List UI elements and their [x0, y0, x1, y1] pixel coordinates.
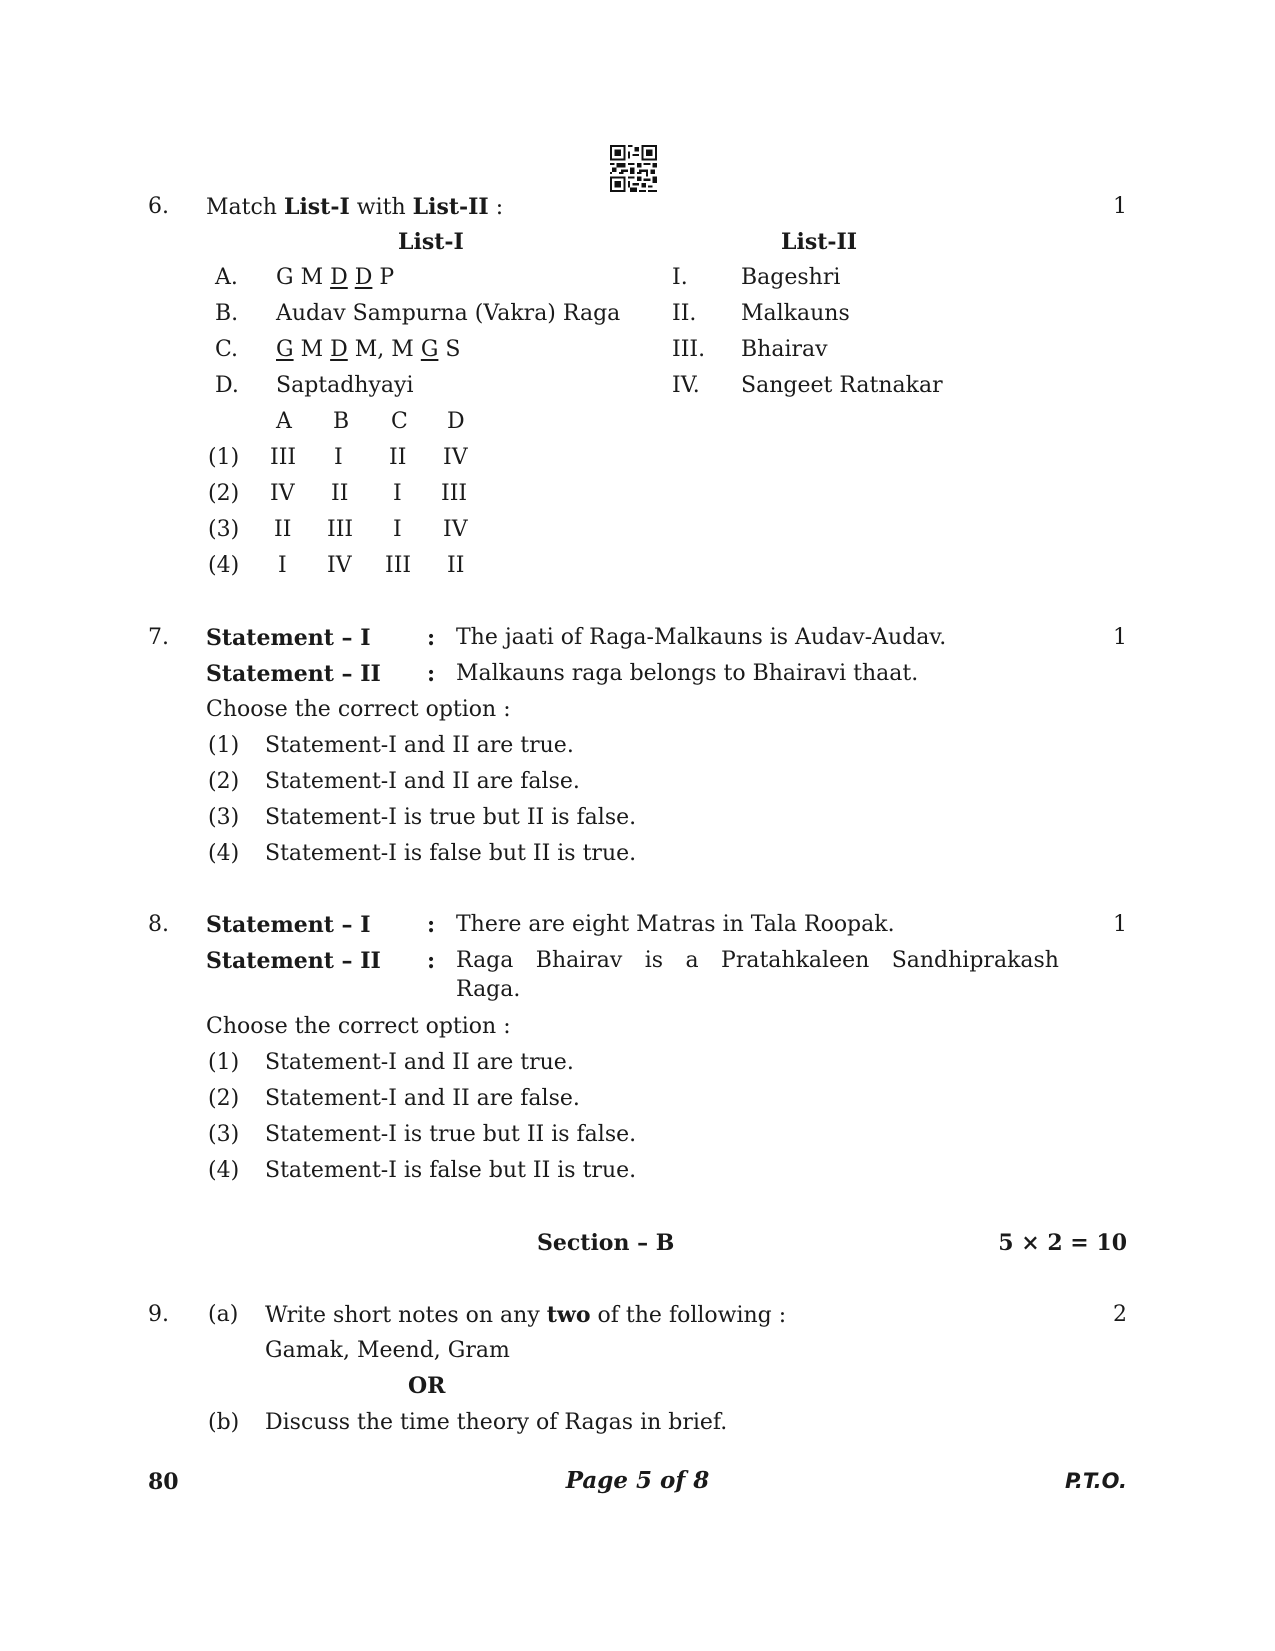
option-text: Statement-I is true but II is false. — [265, 805, 637, 830]
option-value: I — [393, 517, 402, 542]
option-value: III — [327, 517, 354, 542]
sub-question-b-text: Discuss the time theory of Ragas in brief. — [265, 1410, 728, 1435]
option-text: Statement-I is false but II is true. — [265, 841, 637, 866]
statement-1-label: Statement – I — [206, 912, 371, 938]
option-value: I — [278, 553, 287, 578]
statement-2-label: Statement – II — [206, 661, 381, 687]
sub-question-label: (b) — [208, 1410, 240, 1435]
option-col-header: D — [447, 409, 465, 434]
choose-prompt: Choose the correct option : — [206, 1014, 511, 1039]
option-text: Statement-I is true but II is false. — [265, 1122, 637, 1147]
list2-header: List-II — [781, 229, 858, 255]
option-value: IV — [327, 553, 352, 578]
list2-item: Bageshri — [741, 265, 841, 290]
statement-2-text: Raga Bhairav is a Pratahkaleen Sandhiprakash — [456, 948, 1059, 973]
list1-header: List-I — [398, 229, 464, 255]
option-label: (4) — [208, 841, 240, 866]
option-col-header: C — [391, 409, 408, 434]
option-label: (1) — [208, 445, 240, 470]
list1-letter: A. — [215, 265, 238, 290]
option-value: IV — [443, 517, 468, 542]
option-value: II — [274, 517, 292, 542]
paper-code: 80 — [148, 1469, 179, 1495]
question-number: 7. — [148, 625, 169, 650]
statement-1-label: Statement – I — [206, 625, 371, 651]
option-value: II — [331, 481, 349, 506]
list1-letter: B. — [215, 301, 239, 326]
option-label: (2) — [208, 769, 240, 794]
page-number: Page 5 of 8 — [565, 1467, 710, 1494]
section-title: Section – B — [537, 1230, 675, 1256]
list2-item: Bhairav — [741, 337, 828, 362]
list1-item-d: Saptadhyayi — [276, 373, 414, 398]
option-value: III — [441, 481, 468, 506]
statement-2-continuation: Raga. — [456, 977, 521, 1002]
list2-roman: IV. — [672, 373, 700, 398]
option-text: Statement-I and II are true. — [265, 733, 574, 758]
or-divider: OR — [408, 1373, 446, 1399]
option-label: (3) — [208, 517, 240, 542]
option-text: Statement-I and II are false. — [265, 769, 580, 794]
colon: : — [427, 661, 436, 687]
choose-prompt: Choose the correct option : — [206, 697, 511, 722]
option-col-header: B — [333, 409, 350, 434]
option-value: II — [447, 553, 465, 578]
option-value: II — [389, 445, 407, 470]
list1-letter: D. — [215, 373, 239, 398]
statement-1-text: The jaati of Raga-Malkauns is Audav-Audav. — [456, 625, 947, 650]
sub-question-label: (a) — [208, 1302, 239, 1327]
colon: : — [427, 912, 436, 938]
pto-label: P.T.O. — [1064, 1469, 1127, 1493]
question-marks: 1 — [1113, 912, 1127, 937]
option-text: Statement-I is false but II is true. — [265, 1158, 637, 1183]
list2-roman: I. — [672, 265, 688, 290]
option-label: (4) — [208, 553, 240, 578]
colon: : — [427, 948, 436, 974]
list1-letter: C. — [215, 337, 239, 362]
sub-question-a-items: Gamak, Meend, Gram — [265, 1338, 510, 1363]
list2-roman: II. — [672, 301, 697, 326]
option-text: Statement-I and II are false. — [265, 1086, 580, 1111]
option-value: I — [393, 481, 402, 506]
option-label: (4) — [208, 1158, 240, 1183]
question-marks: 1 — [1113, 194, 1127, 219]
option-label: (1) — [208, 1050, 240, 1075]
statement-2-label: Statement – II — [206, 948, 381, 974]
option-label: (2) — [208, 481, 240, 506]
option-value: I — [334, 445, 343, 470]
section-marks: 5 × 2 = 10 — [998, 1230, 1127, 1256]
option-value: IV — [270, 481, 295, 506]
option-value: III — [270, 445, 297, 470]
option-value: III — [385, 553, 412, 578]
list1-item-c-notes: G M D M, M G S — [276, 337, 461, 362]
question-number: 6. — [148, 194, 169, 219]
list1-item-a-notes: G M D D P — [276, 265, 395, 290]
option-label: (3) — [208, 1122, 240, 1147]
list2-item: Sangeet Ratnakar — [741, 373, 943, 398]
option-value: IV — [443, 445, 468, 470]
statement-1-text: There are eight Matras in Tala Roopak. — [456, 912, 895, 937]
statement-2-text: Malkauns raga belongs to Bhairavi thaat. — [456, 661, 919, 686]
list2-roman: III. — [672, 337, 706, 362]
option-label: (2) — [208, 1086, 240, 1111]
list1-item-b: Audav Sampurna (Vakra) Raga — [276, 301, 621, 326]
option-text: Statement-I and II are true. — [265, 1050, 574, 1075]
colon: : — [427, 625, 436, 651]
question-number: 9. — [148, 1302, 169, 1327]
option-label: (3) — [208, 805, 240, 830]
list2-item: Malkauns — [741, 301, 850, 326]
option-col-header: A — [276, 409, 292, 434]
question-number: 8. — [148, 912, 169, 937]
qr-code — [610, 145, 657, 192]
question-prompt: Match List-I with List-II : — [206, 194, 504, 220]
option-label: (1) — [208, 733, 240, 758]
question-marks: 2 — [1113, 1302, 1127, 1327]
question-marks: 1 — [1113, 625, 1127, 650]
sub-question-a-text: Write short notes on any two of the following : — [265, 1302, 787, 1328]
